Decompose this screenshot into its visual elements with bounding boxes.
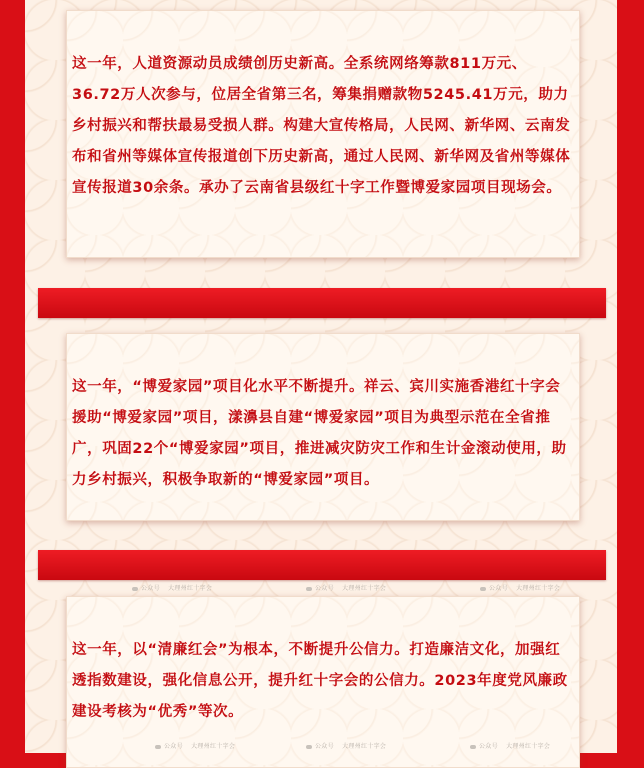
watermark-account: 公众号	[141, 585, 160, 592]
watermark-name: 大理州红十字会	[168, 585, 213, 592]
watermark-account: 公众号	[315, 743, 334, 750]
watermark-account: 公众号	[489, 585, 508, 592]
watermark-4	[155, 741, 235, 750]
watermark-name: 大理州红十字会	[506, 743, 551, 750]
watermark-name: 大理州红十字会	[191, 743, 236, 750]
paragraph-2: 这一年，“博爱家园”项目化水平不断提升。祥云、宾川实施香港红十字会援助“博爱家园”项目，漾濞县自建“博爱家园”项目为典型示范在全省推广，巩固22个“博爱家园”项目，推进减灾防灾工作和生计金滚动使用，助力乡村振兴，积极争取新的“博爱家园”项目。	[72, 379, 567, 488]
wechat-icon	[306, 587, 312, 591]
watermark-name: 大理州红十字会	[516, 585, 561, 592]
content-card-1	[66, 10, 580, 258]
watermark-1	[132, 583, 212, 592]
paragraph-1: 这一年，人道资源动员成绩创历史新高。全系统网络筹款811万元、36.72万人次参与，位居全省第三名，筹集捐赠款物5245.41万元，助力乡村振兴和帮扶最易受损人群。构建大宣传格局，人民网、新华网、云南发布和省州等媒体宣传报道创下历史新高，通过人民网、新华网及省州等媒体宣传报道30余条。承办了云南省县级红十字工作暨博爱家园项目现场会。	[72, 56, 571, 196]
watermark-account: 公众号	[479, 743, 498, 750]
wechat-icon	[155, 745, 161, 749]
watermark-3	[480, 583, 560, 592]
section-divider-2	[38, 550, 606, 580]
paragraph-3: 这一年，以“清廉红会”为根本，不断提升公信力。打造廉洁文化，加强红透指数建设，强化信息公开，提升红十字会的公信力。2023年度党风廉政建设考核为“优秀”等次。	[72, 642, 568, 720]
wechat-icon	[132, 587, 138, 591]
watermark-account: 公众号	[164, 743, 183, 750]
watermark-name: 大理州红十字会	[342, 585, 387, 592]
watermark-account: 公众号	[315, 585, 334, 592]
wechat-icon	[470, 745, 476, 749]
wechat-icon	[306, 745, 312, 749]
watermark-5	[306, 741, 386, 750]
watermark-6	[470, 741, 550, 750]
watermark-2	[306, 583, 386, 592]
content-card-2	[66, 333, 580, 521]
wechat-icon	[480, 587, 486, 591]
watermark-name: 大理州红十字会	[342, 743, 387, 750]
section-divider-1	[38, 288, 606, 318]
